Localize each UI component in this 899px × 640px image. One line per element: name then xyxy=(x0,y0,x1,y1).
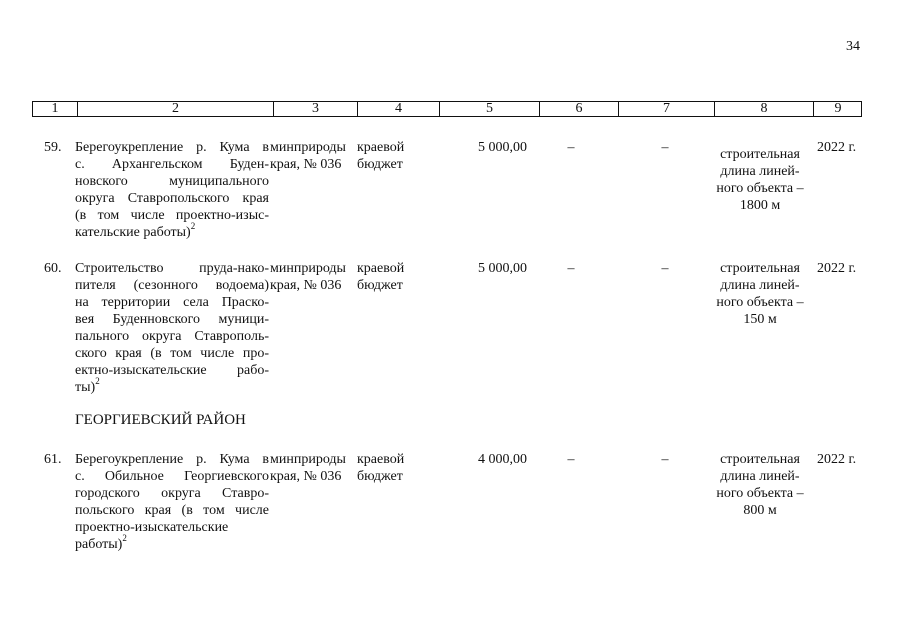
header-cell-7: 7 xyxy=(663,101,670,116)
agency xyxy=(270,139,356,173)
agency-line: края, № 036 xyxy=(270,469,342,484)
header-cell-3: 3 xyxy=(312,101,319,116)
row-number: 59. xyxy=(44,140,62,155)
project-name xyxy=(75,451,269,553)
table-header-row xyxy=(32,101,862,117)
project-name-line: с. Обильное Георгиевского xyxy=(75,469,269,484)
measurement-line: длина линей- xyxy=(720,278,800,293)
column-6-value: – xyxy=(567,261,575,276)
measurement-line: 1800 м xyxy=(739,198,781,213)
column-6-value: – xyxy=(567,140,575,155)
header-cell-1: 1 xyxy=(51,101,59,116)
footnote-mark: 2 xyxy=(95,376,100,387)
row-number: 60. xyxy=(44,261,62,276)
measurement xyxy=(710,146,810,214)
project-name-line: Берегоукрепление р. Кума в xyxy=(75,452,269,467)
measurement-line: ного объекта – xyxy=(716,295,804,310)
project-name-line: новского муниципального xyxy=(75,174,269,189)
agency-line: минприроды xyxy=(270,261,346,276)
project-name-line: вея Буденновского муници- xyxy=(75,312,269,327)
section-title: ГЕОРГИЕВСКИЙ РАЙОН xyxy=(75,412,246,428)
project-name xyxy=(75,139,269,241)
agency-line: края, № 036 xyxy=(270,157,342,172)
project-name-line: городского округа Ставро- xyxy=(75,486,269,501)
project-name-line: Строительство пруда-нако- xyxy=(75,261,269,276)
column-7-value: – xyxy=(661,140,669,155)
measurement-line: строительная xyxy=(720,452,800,467)
project-name-line xyxy=(75,533,269,553)
agency-line: края, № 036 xyxy=(270,278,342,293)
measurement-line: ного объекта – xyxy=(716,486,804,501)
funding-source xyxy=(357,139,417,173)
measurement-line: строительная xyxy=(720,147,800,162)
project-name-line: пального округа Ставрополь- xyxy=(75,329,269,344)
amount: 5 000,00 xyxy=(478,261,527,276)
project-name-text: ты) xyxy=(75,380,96,395)
measurement-line: 150 м xyxy=(743,312,777,327)
agency-line: минприроды xyxy=(270,452,346,467)
measurement-line: длина линей- xyxy=(720,469,800,484)
header-cell-6: 6 xyxy=(575,101,583,116)
row-number: 61. xyxy=(44,452,62,467)
project-name-line: на территории села Праско- xyxy=(75,295,269,310)
agency-line: минприроды xyxy=(270,140,346,155)
page-number: 34 xyxy=(846,39,860,54)
project-name-line: ского края (в том числе про- xyxy=(75,346,269,361)
funding-source xyxy=(357,451,417,485)
column-6-value: – xyxy=(567,452,575,467)
measurement-line: строительная xyxy=(720,261,800,276)
measurement xyxy=(710,260,810,328)
project-name-line: ектно-изыскательские рабо- xyxy=(75,363,269,378)
column-7-value: – xyxy=(661,261,669,276)
funding-source-line: краевой xyxy=(357,140,405,155)
funding-source-line: краевой xyxy=(357,452,405,467)
measurement-line: 800 м xyxy=(743,503,777,518)
footnote-mark: 2 xyxy=(190,221,196,232)
footnote-mark: 2 xyxy=(122,533,127,544)
project-name-line: проектно-изыскательские xyxy=(75,520,229,535)
funding-source-line: бюджет xyxy=(357,469,403,484)
funding-source-line: краевой xyxy=(357,261,405,276)
project-name-line: с. Архангельском Буден- xyxy=(75,157,269,172)
header-cell-5: 5 xyxy=(486,101,493,116)
year: 2022 г. xyxy=(817,452,857,467)
header-cell-9: 9 xyxy=(834,101,842,116)
funding-source-line: бюджет xyxy=(357,157,403,172)
year: 2022 г. xyxy=(817,140,857,155)
project-name-line: польского края (в том числе xyxy=(75,503,269,518)
measurement xyxy=(710,451,810,519)
agency xyxy=(270,451,356,485)
project-name xyxy=(75,260,269,396)
measurement-line: ного объекта – xyxy=(716,181,804,196)
project-name-line xyxy=(75,376,269,396)
project-name-text: работы) xyxy=(75,537,123,552)
funding-source xyxy=(357,260,417,294)
project-name-line: пителя (сезонного водоема) xyxy=(75,278,269,293)
agency xyxy=(270,260,356,294)
project-name-line: Берегоукрепление р. Кума в xyxy=(75,140,269,155)
project-name-text: кательские работы) xyxy=(75,225,191,240)
amount: 4 000,00 xyxy=(478,452,527,467)
header-cell-4: 4 xyxy=(395,101,402,116)
column-7-value: – xyxy=(661,452,669,467)
funding-source-line: бюджет xyxy=(357,278,403,293)
project-name-line: округа Ставропольского края xyxy=(75,191,269,206)
amount: 5 000,00 xyxy=(478,140,527,155)
measurement-line: длина линей- xyxy=(720,164,800,179)
project-name-line: (в том числе проектно-изыс- xyxy=(75,208,269,223)
header-cell-8: 8 xyxy=(760,101,768,116)
project-name-line xyxy=(75,221,269,241)
header-cell-2: 2 xyxy=(172,101,179,116)
year: 2022 г. xyxy=(817,261,857,276)
